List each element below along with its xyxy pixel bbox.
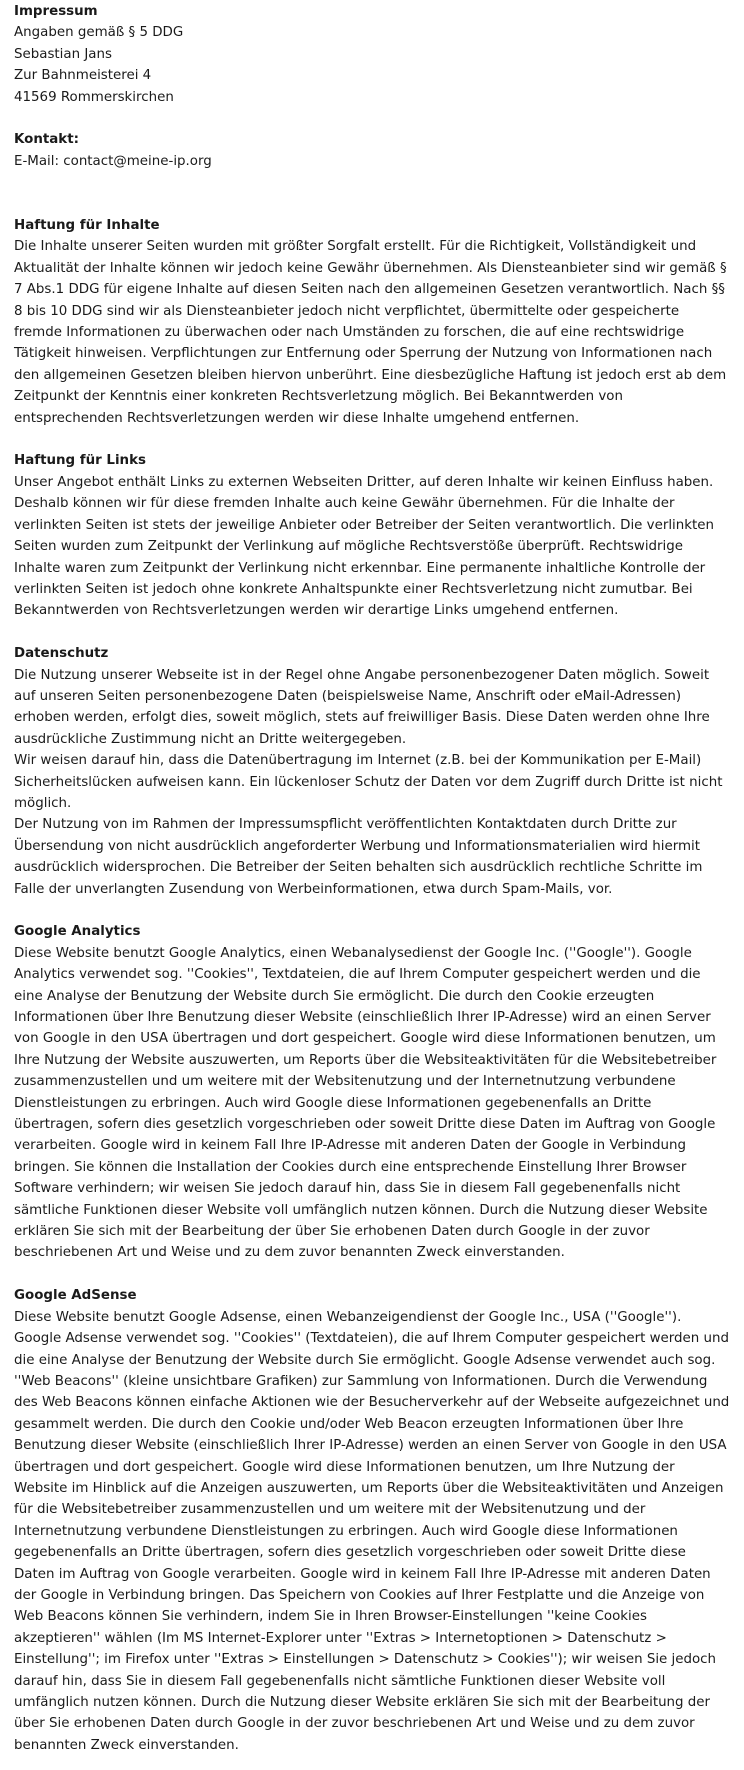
section-title: Haftung für Links (14, 453, 146, 469)
impressum-city: 41569 Rommerskirchen (14, 89, 174, 105)
section-paragraph: Unser Angebot enthält Links zu externen Webseiten Dritter, auf deren Inhalte wir keinen Einfluss haben. Deshalb können wir für diese fremden Inhalte auch keine Gewähr übernehmen. Für die Inhalte der verlinkten Seiten ist stets der jeweilige Anbieter oder Betreiber der Seiten verantwortlich. Die verlinkten Seiten wurden zum Zeitpunkt der Verlinkung auf mögliche Rechtsverstöße überprüft. Rechtswidrige Inhalte waren zum Zeitpunkt der Verlinkung nicht erkennbar. Eine permanente inhaltliche Kontrolle der verlinkten Seiten ist jedoch ohne konkrete Anhaltspunkte einer Rechtsverletzung nicht zumutbar. Bei Bekanntwerden von Rechtsverletzungen werden wir derartige Links umgehend entfernen. (14, 474, 714, 619)
section-paragraph: Wir weisen darauf hin, dass die Datenübertragung im Internet (z.B. bei der Kommunikation per E-Mail) Sicherheitslücken aufweisen kann. Ein lückenloser Schutz der Daten vor dem Zugriff durch Dritte ist nicht möglich. (14, 753, 723, 811)
section-paragraph: Diese Website benutzt Google Analytics, einen Webanalysedienst der Google Inc. (''Google''). Google Analytics verwendet sog. ''Cookies'', Textdateien, die auf Ihrem Computer gespeichert werden und die eine Analyse der Benutzung der Website durch Sie ermöglicht. Die durch den Cookie erzeugten Informationen über Ihre Benutzung dieser Website (einschließlich Ihrer IP-Adresse) wird an einen Server von Google in den USA übertragen und dort gespeichert. Google wird diese Informationen benutzen, um Ihre Nutzung der Website auszuwerten, um Reports über die Websiteaktivitäten für die Websitebetreiber zusammenzustellen und um weitere mit der Websitenutzung und der Internetnutzung verbundene Dienstleistungen zu erbringen. Auch wird Google diese Informationen gegebenenfalls an Dritte übertragen, sofern dies gesetzlich vorgeschrieben oder soweit Dritte diese Daten im Auftrag von Google verarbeiten. Google wird in keinem Fall Ihre IP-Adresse mit anderen Daten der Google in Verbindung bringen. Sie können die Installation der Cookies durch eine entsprechende Einstellung Ihrer Browser Software verhindern; wir weisen Sie jedoch darauf hin, dass Sie in diesem Fall gegebenenfalls nicht sämtliche Funktionen dieser Website voll umfänglich nutzen können. Durch die Nutzung dieser Website erklären Sie sich mit der Bearbeitung der über Sie erhobenen Daten durch Google in der zuvor beschriebenen Art und Weise und zu dem zuvor benannten Zweck einverstanden. (14, 945, 717, 1261)
section-title: Datenschutz (14, 646, 109, 662)
section-paragraph: Der Nutzung von im Rahmen der Impressumspflicht veröffentlichten Kontaktdaten durch Dritte zur Übersendung von nicht ausdrücklich angeforderter Werbung und Informationsmaterialien wird hiermit ausdrücklich widersprochen. Die Betreiber der Seiten behalten sich ausdrücklich rechtliche Schritte im Falle der unverlangten Zusendung von Werbeinformationen, etwa durch Spam-Mails, vor. (14, 817, 703, 897)
impressum-street: Zur Bahnmeisterei 4 (14, 68, 152, 84)
impressum-title: Impressum (14, 4, 98, 19)
section-google-adsense (14, 1285, 730, 1756)
contact-block (14, 129, 730, 172)
contact-email: E-Mail: contact@meine-ip.org (14, 153, 212, 169)
section-datenschutz (14, 643, 730, 900)
section-title: Google Analytics (14, 924, 141, 940)
section-google-analytics (14, 921, 730, 1264)
section-haftung-inhalte (14, 215, 730, 429)
section-paragraph: Die Nutzung unserer Webseite ist in der Regel ohne Angabe personenbezogener Daten möglich. Soweit auf unseren Seiten personenbezogene Daten (beispielsweise Name, Anschrift oder eMail-Adressen) erhoben werden, erfolgt dies, soweit möglich, stets auf freiwilliger Basis. Diese Daten werden ohne Ihre ausdrückliche Zustimmung nicht an Dritte weitergegeben. (14, 667, 710, 747)
impressum-legal-basis: Angaben gemäß § 5 DDG (14, 25, 184, 41)
section-haftung-links (14, 450, 730, 621)
section-paragraph: Die Inhalte unserer Seiten wurden mit größter Sorgfalt erstellt. Für die Richtigkeit, Vollständigkeit und Aktualität der Inhalte können wir jedoch keine Gewähr übernehmen. Als Diensteanbieter sind wir gemäß § 7 Abs.1 DDG für eigene Inhalte auf diesen Seiten nach den allgemeinen Gesetzen verantwortlich. Nach §§ 8 bis 10 DDG sind wir als Diensteanbieter jedoch nicht verpflichtet, übermittelte oder gespeicherte fremde Informationen zu überwachen oder nach Umständen zu forschen, die auf eine rechtswidrige Tätigkeit hinweisen. Verpflichtungen zur Entfernung oder Sperrung der Nutzung von Informationen nach den allgemeinen Gesetzen bleiben hiervon unberührt. Eine diesbezügliche Haftung ist jedoch erst ab dem Zeitpunkt der Kenntnis einer konkreten Rechtsverletzung möglich. Bei Bekanntwerden von entsprechenden Rechtsverletzungen werden wir diese Inhalte umgehend entfernen. (14, 239, 727, 426)
section-title: Haftung für Inhalte (14, 218, 160, 234)
impressum-name: Sebastian Jans (14, 46, 112, 62)
section-paragraph: Diese Website benutzt Google Adsense, einen Webanzeigendienst der Google Inc., USA (''Google''). Google Adsense verwendet sog. ''Cookies'' (Textdateien), die auf Ihrem Computer gespeichert werden und die eine Analyse der Benutzung der Website durch Sie ermöglicht. Google Adsense verwendet auch sog. ''Web Beacons'' (kleine unsichtbare Grafiken) zur Sammlung von Informationen. Durch die Verwendung des Web Beacons können einfache Aktionen wie der Besucherverkehr auf der Webseite aufgezeichnet und gesammelt werden. Die durch den Cookie und/oder Web Beacon erzeugten Informationen über Ihre Benutzung dieser Website (einschließlich Ihrer IP-Adresse) werden an einen Server von Google in den USA übertragen und dort gespeichert. Google wird diese Informationen benutzen, um Ihre Nutzung der Website im Hinblick auf die Anzeigen auszuwerten, um Reports über die Websiteaktivitäten und Anzeigen für die Websitebetreiber zusammenzustellen und um weitere mit der Websitenutzung und der Internetnutzung verbundene Dienstleistungen zu erbringen. Auch wird Google diese Informationen gegebenenfalls an Dritte übertragen, sofern dies gesetzlich vorgeschrieben oder soweit Dritte diese Daten im Auftrag von Google verarbeiten. Google wird in keinem Fall Ihre IP-Adresse mit anderen Daten der Google in Verbindung bringen. Das Speichern von Cookies auf Ihrer Festplatte und die Anzeige von Web Beacons können Sie verhindern, indem Sie in Ihren Browser-Einstellungen ''keine Cookies akzeptieren'' wählen (Im MS Internet-Explorer unter ''Extras > Internetoptionen > Datenschutz > Einstellung''; im Firefox unter ''Extras > Einstellungen > Datenschutz > Cookies''); wir weisen Sie jedoch darauf hin, dass Sie in diesem Fall gegebenenfalls nicht sämtliche Funktionen dieser Website voll umfänglich nutzen können. Durch die Nutzung dieser Website erklären Sie sich mit der Bearbeitung der über Sie erhobenen Daten durch Google in der zuvor beschriebenen Art und Weise und zu dem zuvor benannten Zweck einverstanden. (14, 1309, 730, 1753)
impressum-block (14, 1, 730, 108)
section-title: Google AdSense (14, 1288, 137, 1304)
contact-title: Kontakt: (14, 132, 79, 148)
